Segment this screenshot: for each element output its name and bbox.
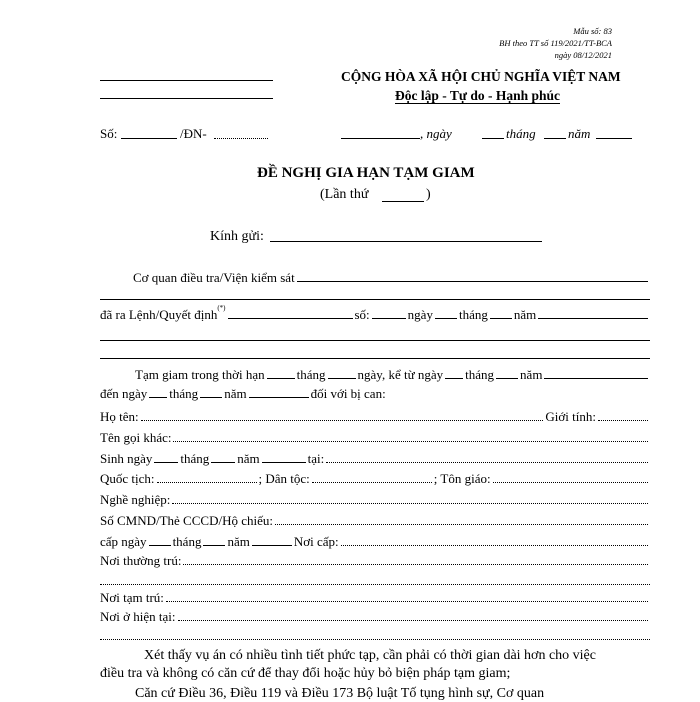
form-number: Mẫu số: 83 [573, 26, 612, 36]
issue-place[interactable] [341, 545, 648, 546]
recipient-field[interactable] [270, 241, 542, 242]
number-label: Số: [100, 126, 118, 141]
order-month-field[interactable] [490, 318, 512, 319]
permanent-label: Nơi thường trú: [100, 553, 182, 568]
order-day-field[interactable] [435, 318, 457, 319]
issue-month[interactable] [203, 545, 225, 546]
name-row [100, 409, 650, 424]
issue-place-label: Nơi cấp: [293, 534, 339, 549]
from-month[interactable] [496, 378, 518, 379]
from-month-label: tháng [465, 367, 495, 382]
order-cont-2[interactable] [100, 358, 650, 359]
current-label: Nơi ở hiện tại: [100, 609, 176, 624]
agency-field-cont[interactable] [100, 299, 650, 300]
occupation-row [100, 492, 650, 507]
birth-place-label: tại: [307, 451, 325, 466]
gender-label: Giới tính: [545, 409, 596, 424]
birth-day[interactable] [154, 462, 178, 463]
date-month-label: tháng [506, 126, 536, 141]
order-number-field[interactable] [372, 318, 406, 319]
religion-label: ; Tôn giáo: [433, 471, 491, 486]
from-year-label: năm [520, 367, 543, 382]
until-row [100, 386, 650, 401]
permanent-field[interactable] [183, 564, 648, 565]
issue-row [100, 534, 650, 549]
agency-label: Cơ quan điều tra/Viện kiểm sát [133, 270, 295, 285]
until-year[interactable] [249, 397, 309, 398]
birth-month-label: tháng [180, 451, 210, 466]
birth-label: Sinh ngày [100, 451, 153, 466]
other-name-field[interactable] [173, 441, 648, 442]
temp-row [100, 590, 650, 605]
agency-row [133, 270, 650, 285]
until-month-label: tháng [169, 386, 199, 401]
ethnicity-label: ; Dân tộc: [258, 471, 310, 486]
from-year[interactable] [544, 378, 648, 379]
order-month-label: tháng [458, 307, 488, 322]
order-year-label: năm [513, 307, 537, 322]
date-year-field[interactable] [596, 138, 632, 139]
issue-year-label: năm [227, 534, 250, 549]
issue-date-label: cấp ngày [100, 534, 147, 549]
name-label: Họ tên: [100, 409, 139, 424]
other-name-label: Tên gọi khác: [100, 430, 172, 445]
nationality-field[interactable] [157, 482, 257, 483]
document-title: ĐỀ NGHỊ GIA HẠN TẠM GIAM [257, 165, 475, 181]
order-cont-1[interactable] [100, 340, 650, 341]
order-year-field[interactable] [538, 318, 648, 319]
birth-place[interactable] [326, 462, 648, 463]
detention-days[interactable] [328, 378, 356, 379]
name-field[interactable] [141, 420, 544, 421]
form-legal-basis: BH theo TT số 119/2021/TT-BCA [499, 38, 612, 48]
issue-month-label: tháng [172, 534, 202, 549]
occupation-label: Nghề nghiệp: [100, 492, 171, 507]
date-day-field[interactable] [482, 138, 504, 139]
issue-year[interactable] [252, 545, 292, 546]
detention-month-label: tháng [296, 367, 326, 382]
current-field-cont[interactable] [100, 639, 650, 640]
agency-field[interactable] [297, 281, 648, 282]
reason-line-2: điều tra và không có căn cứ để thay đổi hoặc hủy bỏ biện pháp tạm giam; [100, 666, 511, 681]
national-title: CỘNG HÒA XÃ HỘI CHỦ NGHĨA VIỆT NAM [341, 69, 621, 84]
order-day-label: ngày [407, 307, 433, 322]
ethnicity-field[interactable] [312, 482, 432, 483]
birth-row [100, 451, 650, 466]
dn-field[interactable] [214, 138, 268, 139]
date-year-label: năm [568, 126, 591, 141]
other-name-row [100, 430, 650, 445]
until-label: đến ngày [100, 386, 148, 401]
defendant-label: đối với bị can: [310, 386, 386, 401]
motto: Độc lập - Tự do - Hạnh phúc [395, 88, 561, 103]
until-day[interactable] [149, 397, 167, 398]
birth-month[interactable] [211, 462, 235, 463]
birth-year[interactable] [262, 462, 306, 463]
id-label: Số CMND/Thẻ CCCD/Hộ chiếu: [100, 513, 273, 528]
order-label: đã ra Lệnh/Quyết định [100, 307, 218, 322]
dn-label: /ĐN- [180, 126, 207, 141]
nationality-row [100, 471, 650, 486]
id-field[interactable] [275, 524, 648, 525]
order-number-label: số: [354, 307, 370, 322]
temp-field[interactable] [166, 601, 648, 602]
birth-year-label: năm [237, 451, 260, 466]
detention-from-label: ngày, kể từ ngày [357, 367, 444, 382]
number-field[interactable] [121, 138, 177, 139]
attempt-close: ) [426, 187, 431, 202]
agency-line-2[interactable] [100, 98, 273, 99]
legal-basis-line: Căn cứ Điều 36, Điều 119 và Điều 173 Bộ luật Tố tụng hình sự, Cơ quan [135, 686, 545, 701]
reason-line-1: Xét thấy vụ án có nhiều tình tiết phức tạp, cần phải có thời gian dài hơn cho việc [144, 648, 596, 663]
religion-field[interactable] [493, 482, 648, 483]
until-year-label: năm [224, 386, 247, 401]
order-row [100, 304, 650, 322]
date-month-field[interactable] [544, 138, 566, 139]
gender-field[interactable] [598, 420, 648, 421]
attempt-field[interactable] [382, 201, 424, 202]
id-row [100, 513, 650, 528]
date-day-label: , ngày [420, 126, 452, 141]
order-marker: (*) [217, 304, 226, 312]
detention-intro: Tạm giam trong thời hạn [135, 367, 265, 382]
permanent-field-cont[interactable] [100, 584, 650, 585]
detention-row [135, 367, 650, 382]
order-field[interactable] [228, 318, 353, 319]
agency-line-1[interactable] [100, 80, 273, 81]
current-field[interactable] [178, 620, 649, 621]
occupation-field[interactable] [172, 503, 648, 504]
form-issue-date: ngày 08/12/2021 [554, 50, 612, 60]
attempt-label: (Lần thứ [320, 187, 369, 202]
issue-day[interactable] [149, 545, 171, 546]
until-month[interactable] [200, 397, 222, 398]
place-field[interactable] [341, 138, 420, 139]
detention-months[interactable] [267, 378, 295, 379]
recipient-label: Kính gửi: [210, 229, 264, 244]
temp-label: Nơi tạm trú: [100, 590, 164, 605]
current-row [100, 609, 650, 624]
from-day[interactable] [445, 378, 463, 379]
nationality-label: Quốc tịch: [100, 471, 155, 486]
permanent-row [100, 553, 650, 568]
